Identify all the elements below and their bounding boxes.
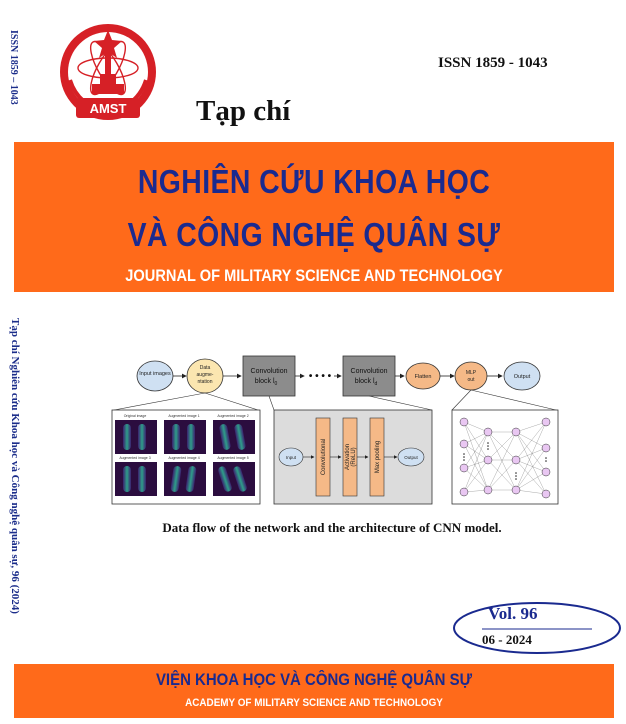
flow-dots: • • • • bbox=[308, 371, 332, 382]
flow-input-node bbox=[137, 361, 173, 391]
svg-text:Augmented image 4: Augmented image 4 bbox=[168, 456, 200, 460]
svg-text:block ld: block $l_d$ bbox=[354, 378, 378, 387]
flow-conv-block-0 bbox=[243, 356, 295, 396]
figure-caption: Data flow of the network and the architecture of CNN model. bbox=[162, 520, 502, 535]
issn-label: ISSN 1859 - 1043 bbox=[438, 55, 548, 71]
flow-mlp-node bbox=[455, 362, 487, 390]
svg-text:MLP: MLP bbox=[465, 370, 477, 376]
augmentation-images-panel bbox=[112, 410, 260, 504]
logo-text: AMST bbox=[89, 101, 127, 116]
cnn-figure bbox=[98, 348, 566, 510]
cnn-block-panel bbox=[274, 410, 432, 504]
publisher-name-en: ACADEMY OF MILITARY SCIENCE AND TECHNOLOGY bbox=[185, 697, 443, 709]
flow-conv-block-d bbox=[343, 356, 395, 396]
svg-text:Input images: Input images bbox=[139, 371, 171, 377]
svg-text:Convolution: Convolution bbox=[250, 368, 288, 375]
journal-title-line2: VÀ CÔNG NGHỆ QUÂN SỰ bbox=[127, 216, 501, 253]
svg-text:Augmented image 1: Augmented image 1 bbox=[168, 414, 200, 418]
publisher-name-vi: VIỆN KHOA HỌC VÀ CÔNG NGHỆ QUÂN SỰ bbox=[155, 670, 473, 689]
flow-augmentation-node bbox=[187, 359, 223, 393]
svg-text:Activation: Activation bbox=[345, 443, 351, 471]
svg-text:Augmented image 5: Augmented image 5 bbox=[217, 456, 249, 460]
svg-text:augme-: augme- bbox=[196, 372, 214, 378]
svg-text:block l0: block $l_0$ bbox=[254, 378, 278, 387]
svg-text:Original image: Original image bbox=[123, 414, 147, 418]
svg-text:out: out bbox=[467, 377, 475, 383]
svg-text:Max pooling: Max pooling bbox=[375, 440, 381, 474]
spine-issn bbox=[8, 30, 30, 140]
journal-title-line1: NGHIÊN CỨU KHOA HỌC bbox=[137, 163, 491, 200]
spine-title bbox=[9, 318, 29, 648]
svg-text:Input: Input bbox=[285, 455, 297, 460]
flow-flatten-node bbox=[406, 363, 440, 389]
svg-text:Data: Data bbox=[199, 365, 211, 371]
svg-text:ntation: ntation bbox=[197, 379, 213, 385]
svg-text:Output: Output bbox=[513, 374, 531, 380]
svg-text:Augmented image 3: Augmented image 3 bbox=[119, 456, 151, 460]
svg-text:Flatten: Flatten bbox=[414, 374, 432, 380]
amst-logo bbox=[56, 20, 160, 132]
spine-issn-text: ISSN 1859 – 1043 bbox=[8, 30, 19, 105]
volume-number: Vol. 96 bbox=[488, 604, 538, 623]
svg-text:Output: Output bbox=[404, 455, 418, 460]
mlp-network-panel bbox=[452, 410, 558, 504]
svg-text:Augmented image 2: Augmented image 2 bbox=[217, 414, 249, 418]
svg-text:Convolution: Convolution bbox=[350, 368, 388, 375]
spine-title-text: Tạp chí Nghiên cứu Khoa học và Công nghệ quân sự, 96 (2024) bbox=[9, 318, 21, 614]
volume-date: 06 - 2024 bbox=[482, 632, 532, 647]
svg-text:Convolutional: Convolutional bbox=[321, 438, 327, 476]
svg-text:(ReLU): (ReLU) bbox=[351, 447, 357, 467]
flow-output-node bbox=[504, 362, 540, 390]
tap-chi-label: Tạp chí bbox=[196, 95, 291, 127]
journal-title-english: JOURNAL OF MILITARY SCIENCE AND TECHNOLOGY bbox=[125, 266, 503, 285]
